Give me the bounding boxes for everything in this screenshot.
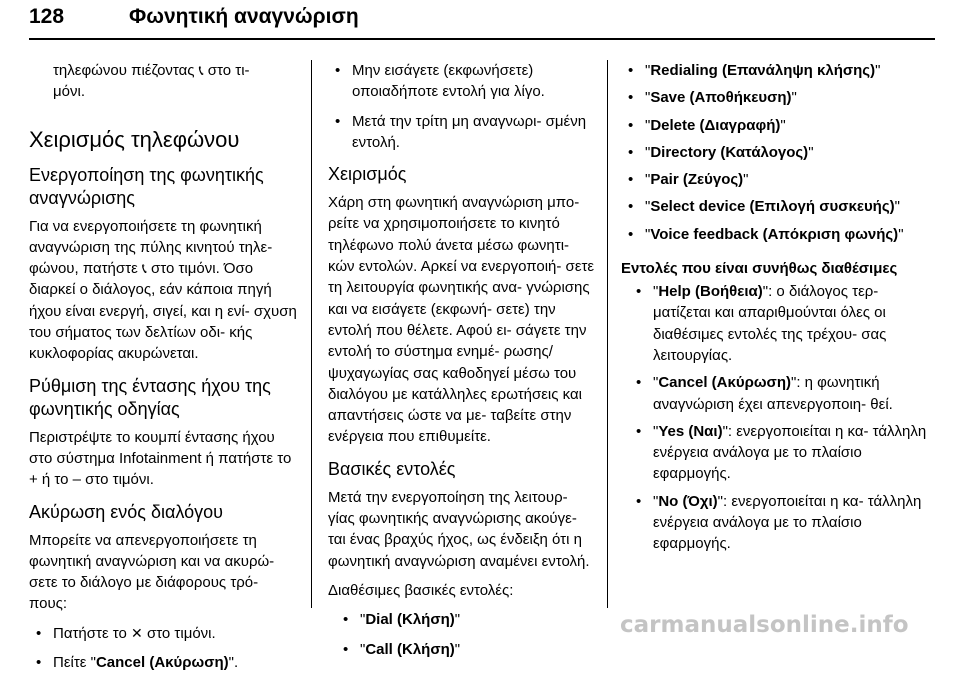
list-item: • "Save (Αποθήκευση)"	[621, 87, 931, 108]
volume-text: Περιστρέψτε το κουμπί έντασης ήχου στο σύστημα Infotainment ή πατήστε το + ή το – στο τιμόνι.	[29, 428, 292, 489]
always-commands-list	[621, 281, 931, 555]
column-2	[328, 60, 598, 668]
list-item: • "Yes (Ναι)": ενεργοποιείται η κα- τάλληλη ενέργεια ανάλογα με το πλαίσιο εφαρμογής.	[629, 421, 931, 485]
list-item: • Μετά την τρίτη μη αναγνωρι- σμένη εντολή.	[328, 111, 598, 154]
list-item: • "No (Όχι)": ενεργοποιείται η κα- τάλληλη ενέργεια ανάλογα με το πλαίσιο εφαρμογής.	[629, 491, 931, 555]
list-item: • "Redialing (Επανάληψη κλήσης)"	[621, 60, 931, 81]
basic-text: Μετά την ενεργοποίηση της λειτουρ- γίας φωνητικής αναγνώρισης ακούγε- ται ένας βραχύς ήχος, ως ένδειξη ότι η φωνητική αναγνώριση αναμένει εντολή.	[328, 488, 590, 570]
list-item: • "Directory (Κατάλογος)"	[621, 142, 931, 163]
column-3	[621, 60, 931, 561]
voice-control-icon: 📞︎	[141, 260, 147, 277]
end-call-icon: ✕	[131, 624, 143, 641]
list-item: • "Select device (Επιλογή συσκευής)"	[621, 196, 931, 217]
list-item: • "Dial (Κλήση)"	[336, 609, 598, 630]
column-divider	[311, 60, 312, 608]
page-title: Φωνητική αναγνώριση	[129, 5, 359, 28]
list-item: • "Pair (Ζεύγος)"	[621, 169, 931, 190]
heading-volume: Ρύθμιση της έντασης ήχου της φωνητικής οδηγίας	[29, 375, 271, 419]
heading-cancel: Ακύρωση ενός διαλόγου	[29, 501, 223, 522]
available-text: Διαθέσιμες βασικές εντολές:	[328, 581, 514, 599]
heading-basic-commands: Βασικές εντολές	[328, 458, 456, 479]
voice-control-icon: 📞︎	[198, 62, 204, 78]
operation-text: Χάρη στη φωνητική αναγνώριση μπο- ρείτε να χρησιμοποιήσετε το κινητό τηλέφωνο πολύ άνετα μέσω φωνητι- κών εντολών. Αρκεί να ενεργοποιή- σετε τη λειτουργία φωνητικής ανα- γνώρισης και να εισάγετε (εκφωνή- σετε) την εντολή που θέλετε. Αφού ει- σάγετε την εντολή το σύστημα ενημέ- ρωσης/ψυχαγωγίας σας καθοδηγεί μέσω του διαλόγου με κατάλληλες ερωτήσεις και απαντήσεις ώστε να με- ταβείτε στην ενέργεια που επιθυμείτε.	[328, 194, 595, 446]
page-number: 128	[29, 5, 65, 28]
heading-operation: Χειρισμός	[328, 164, 407, 185]
list-item: • Πείτε "Cancel (Ακύρωση)".	[29, 652, 300, 673]
cancel-methods-list	[29, 623, 300, 674]
continued-text: τηλεφώνου πιέζοντας 📞︎ στο τι- μόνι.	[53, 62, 250, 101]
header-rule	[29, 38, 935, 40]
activation-text: Για να ενεργοποιήσετε τη φωνητική αναγνώριση της πύλης κινητού τηλε- φώνου, πατήστε 📞︎ στο τιμόνι. Όσο διαρκεί ο διάλογος, εάν κάποια πηγή ήχου είναι ενεργή, σιγεί, και η ενί- σχυση του σήματος των δελτίων οδι- κής κυκλοφορίας ακυρώνεται.	[29, 217, 297, 363]
list-item: • Πατήστε το ✕ στο τιμόνι.	[29, 623, 300, 644]
basic-commands-list	[328, 609, 598, 660]
list-item: • Μην εισάγετε (εκφωνήσετε) οποιαδήποτε εντολή για λίγο.	[328, 60, 598, 103]
list-item: • "Cancel (Ακύρωση)": η φωνητική αναγνώριση έχει απενεργοποιη- θεί.	[629, 372, 931, 415]
watermark: carmanualsonline.info	[620, 612, 909, 638]
cancel-methods-list-cont	[328, 60, 598, 153]
page-header	[29, 0, 935, 40]
list-item: • "Voice feedback (Απόκριση φωνής)"	[621, 224, 931, 245]
list-item: • "Delete (Διαγραφή)"	[621, 115, 931, 136]
column-1	[29, 60, 300, 681]
heading-always-available: Εντολές που είναι συνήθως διαθέσιμες	[621, 260, 898, 278]
list-item: • "Help (Βοήθεια)": ο διάλογος τερ- ματίζεται και απαριθμούνται όλες οι διαθέσιμες εντολές της τρέχου- σας λειτουργίας.	[629, 281, 931, 366]
column-divider	[607, 60, 608, 608]
basic-commands-list-cont	[621, 60, 931, 245]
cancel-text: Μπορείτε να απενεργοποιήσετε τη φωνητική αναγνώριση και να ακυρώ- σετε το διάλογο με διάφορους τρό- πους:	[29, 531, 275, 613]
section-title: Χειρισμός τηλεφώνου	[29, 126, 240, 152]
heading-activation: Ενεργοποίηση της φωνητικής αναγνώρισης	[29, 164, 264, 208]
list-item: • "Call (Κλήση)"	[336, 639, 598, 660]
